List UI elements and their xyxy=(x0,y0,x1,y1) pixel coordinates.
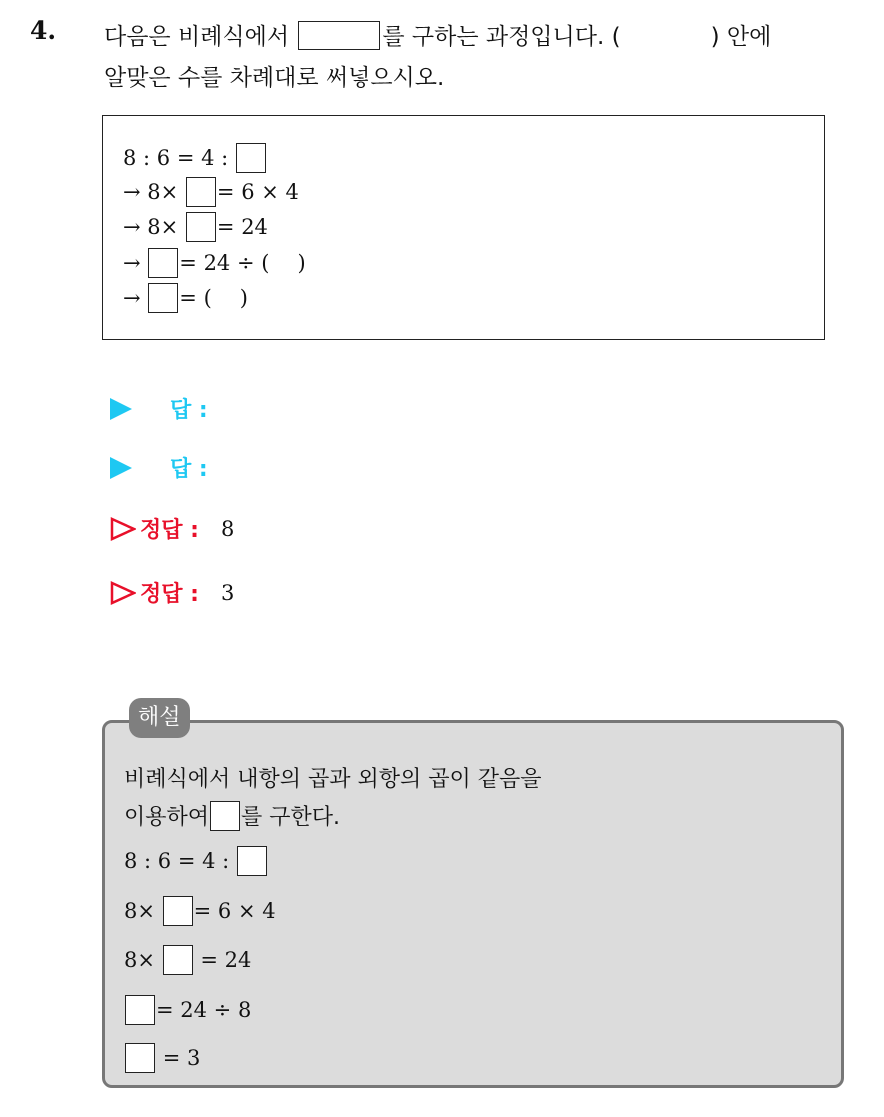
solution-text-line2 xyxy=(124,800,340,831)
answer-label: 답 : xyxy=(170,457,208,482)
answer-row-2 xyxy=(110,452,208,483)
solution-eq-5-suffix: = 3 xyxy=(162,1046,201,1070)
solution-text-line1: 비례식에서 내항의 곱과 외항의 곱이 같음을 xyxy=(124,767,542,792)
process-line-4-suffix: = 24 ÷ ( xyxy=(179,251,270,275)
solution-tab-label: 해설 xyxy=(129,698,190,738)
question-text-before-blank: 다음은 비례식에서 xyxy=(104,24,297,50)
answer-blank-box xyxy=(237,846,267,876)
answer-blank-box xyxy=(210,801,240,831)
solution-eq-1 xyxy=(124,846,268,876)
process-line-3 xyxy=(123,212,268,242)
process-line-2-prefix: → 8× xyxy=(123,180,179,204)
process-line-1 xyxy=(123,143,267,173)
answer-blank-box xyxy=(125,1043,155,1073)
solution-eq-3 xyxy=(124,945,251,975)
solution-eq-4 xyxy=(124,995,251,1025)
process-line-5-prefix: → xyxy=(123,286,141,310)
correct-answer-label: 정답 : xyxy=(140,582,199,607)
solution-text-after-blank: 를 구한다. xyxy=(241,805,341,830)
answer-blank-box xyxy=(163,945,193,975)
solution-text-before-blank: 이용하여 xyxy=(124,805,210,830)
process-line-3-prefix: → 8× xyxy=(123,215,179,239)
process-line-5-close: ) xyxy=(239,286,248,310)
play-triangle-icon xyxy=(110,398,132,420)
correct-answer-label: 정답 : xyxy=(140,518,199,543)
process-line-2 xyxy=(123,177,299,207)
question-text-line1 xyxy=(104,18,771,51)
question-blank-box xyxy=(298,21,380,50)
process-line-1-text: 8 : 6 = 4 : xyxy=(123,146,229,170)
question-text-after-blank: 를 구하는 과정입니다. ( xyxy=(382,24,621,50)
correct-answer-value: 3 xyxy=(220,580,235,605)
correct-answer-value: 8 xyxy=(220,516,235,541)
correct-answer-row-1 xyxy=(110,513,234,544)
question-number: 4. xyxy=(30,16,57,45)
solution-eq-5 xyxy=(124,1043,200,1073)
answer-blank-box xyxy=(148,283,178,313)
solution-eq-2 xyxy=(124,896,276,926)
process-line-4-close: ) xyxy=(297,251,306,275)
answer-blank-box xyxy=(186,212,216,242)
answer-blank-box xyxy=(148,248,178,278)
answer-blank-box xyxy=(186,177,216,207)
process-line-5-suffix: = ( xyxy=(179,286,212,310)
play-triangle-icon xyxy=(110,457,132,479)
question-paren-close: ) 안에 xyxy=(710,24,772,50)
answer-blank-box xyxy=(236,143,266,173)
process-line-4-prefix: → xyxy=(123,251,141,275)
process-line-4 xyxy=(123,248,306,278)
outline-triangle-icon xyxy=(110,581,136,605)
solution-eq-1-text: 8 : 6 = 4 : xyxy=(124,849,230,873)
process-line-5 xyxy=(123,283,248,313)
process-line-3-suffix: = 24 xyxy=(216,215,268,239)
process-line-2-suffix: = 6 × 4 xyxy=(216,180,299,204)
answer-row-1 xyxy=(110,393,208,424)
process-box xyxy=(102,115,825,340)
solution-eq-4-suffix: = 24 ÷ 8 xyxy=(156,998,252,1022)
answer-label: 답 : xyxy=(170,398,208,423)
solution-eq-2-prefix: 8× xyxy=(124,899,155,923)
outline-triangle-icon xyxy=(110,517,136,541)
correct-answer-row-2 xyxy=(110,577,234,608)
solution-eq-2-suffix: = 6 × 4 xyxy=(193,899,276,923)
answer-blank-box xyxy=(125,995,155,1025)
answer-blank-box xyxy=(163,896,193,926)
solution-eq-3-prefix: 8× xyxy=(124,948,155,972)
solution-eq-3-suffix: = 24 xyxy=(200,948,252,972)
question-text-line2: 알맞은 수를 차례대로 써넣으시오. xyxy=(104,65,445,91)
